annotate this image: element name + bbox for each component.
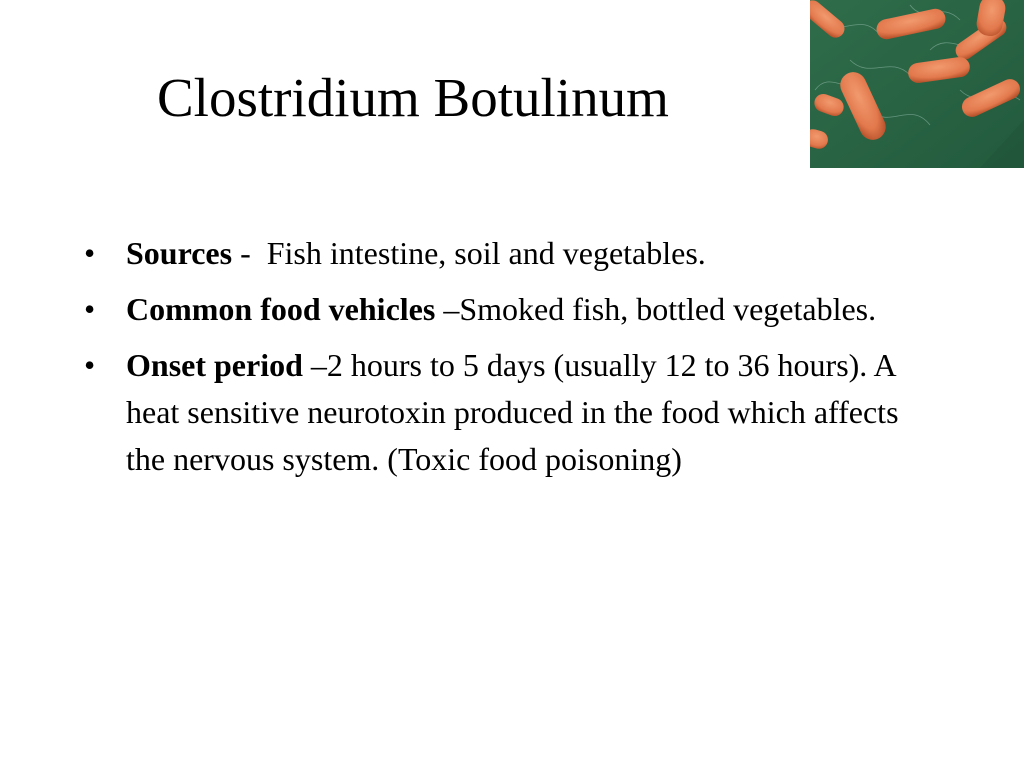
bullet-separator: – [302,347,327,383]
bullet-term: Sources [126,235,233,271]
bullet-icon: • [84,347,96,383]
bullet-icon: • [84,291,96,327]
bullet-text: Smoked fish, bottled vegetables. [459,291,877,327]
bullet-separator: - [232,235,267,271]
bullet-term: Onset period [126,347,303,383]
bullet-list [84,230,904,492]
bullet-text: 2 hours to 5 days (usually 12 to 36 hours). A heat sensitive neurotoxin produced in the food which affects the nervous system. (Toxic food poisoning) [126,347,899,477]
slide-title: Clostridium Botulinum [157,67,669,128]
bullet-text: Fish intestine, soil and vegetables. [266,235,706,271]
list-item [84,286,904,333]
bacteria-micrograph-icon [810,0,1024,168]
bullet-separator: – [435,291,460,327]
list-item [84,230,904,277]
bullet-term: Common food vehicles [126,291,436,327]
bullet-icon: • [84,235,96,271]
list-item [84,342,904,483]
